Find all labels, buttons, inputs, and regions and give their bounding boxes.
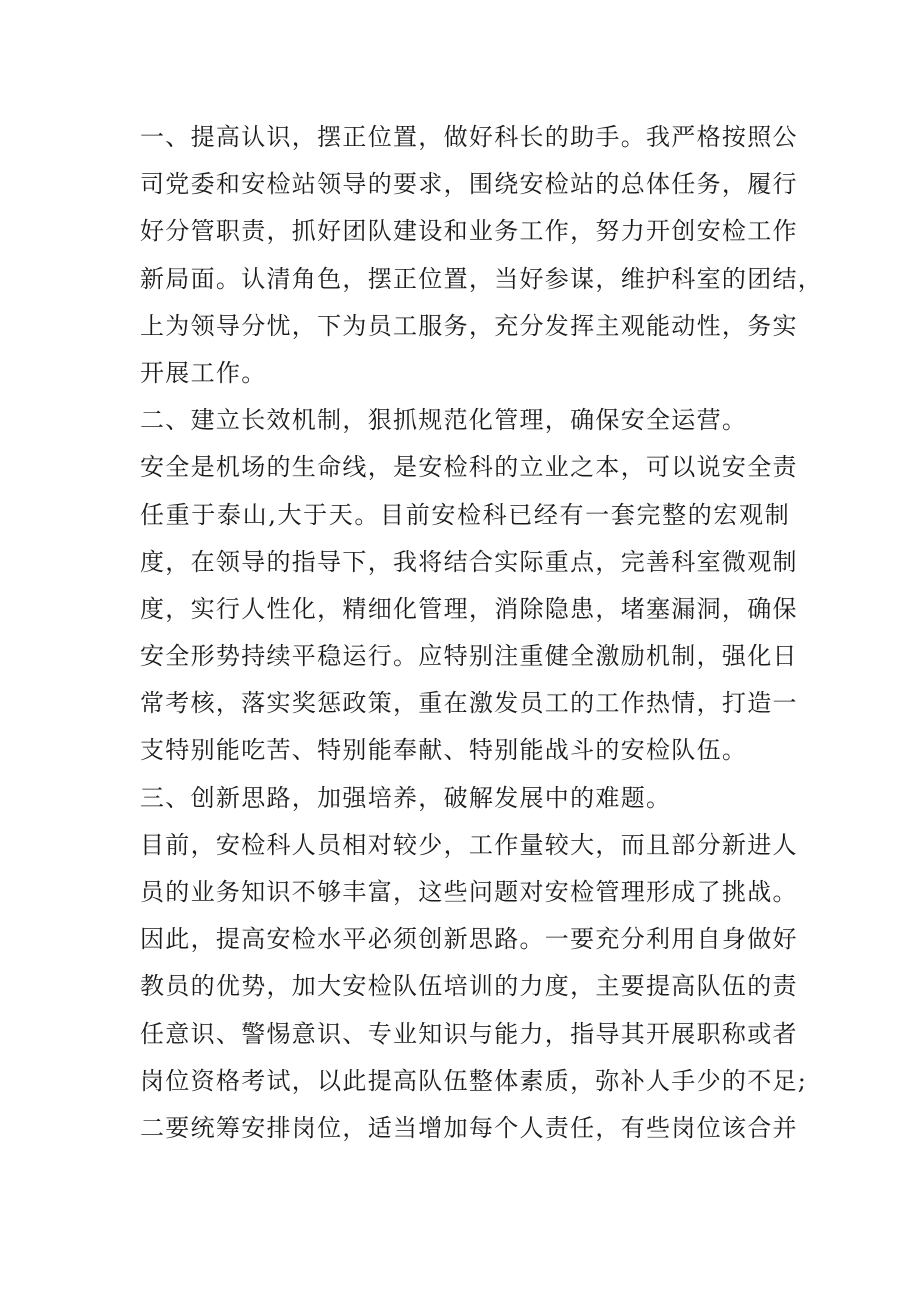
text-line: 任重于泰山,大于天。目前安检科已经有一套完整的宏观制 bbox=[140, 500, 790, 529]
text-line: 度，实行人性化，精细化管理，消除隐患，堵塞漏洞，确保 bbox=[140, 594, 798, 623]
text-line: 司党委和安检站领导的要求，围绕安检站的总体任务，履行 bbox=[140, 170, 798, 199]
text-line: 员的业务知识不够丰富，这些问题对安检管理形成了挑战。 bbox=[140, 878, 798, 906]
text-line: 常考核，落实奖惩政策，重在激发员工的工作热情，打造一 bbox=[140, 689, 798, 718]
text-line: 安全是机场的生命线，是安检科的立业之本，可以说安全责 bbox=[140, 453, 798, 482]
text-line: 度，在领导的指导下，我将结合实际重点，完善科室微观制 bbox=[140, 547, 798, 576]
text-line: 支特别能吃苦、特别能奉献、特别能战斗的安检队伍。 bbox=[140, 736, 748, 765]
text-line: 二、建立长效机制，狠抓规范化管理，确保安全运营。 bbox=[140, 406, 748, 435]
text-line: 岗位资格考试，以此提高队伍整体素质，弥补人手少的不足; bbox=[140, 1066, 808, 1095]
text-line: 上为领导分忧，下为员工服务，充分发挥主观能动性，务实 bbox=[140, 311, 798, 340]
text-line: 安全形势持续平稳运行。应特别注重健全激励机制，强化日 bbox=[140, 642, 798, 671]
text-line: 新局面。认清角色，摆正位置，当好参谋，维护科室的团结， bbox=[140, 264, 824, 293]
text-line: 教员的优势，加大安检队伍培训的力度，主要提高队伍的责 bbox=[140, 972, 798, 1001]
document-body bbox=[140, 114, 824, 1152]
text-line: 三、创新思路，加强培养，破解发展中的难题。 bbox=[140, 783, 672, 812]
text-line: 好分管职责，抓好团队建设和业务工作，努力开创安检工作 bbox=[140, 217, 798, 246]
text-line: 任意识、警惕意识、专业知识与能力，指导其开展职称或者 bbox=[140, 1019, 798, 1048]
text-line: 二要统筹安排岗位，适当增加每个人责任，有些岗位该合并 bbox=[140, 1113, 798, 1142]
text-line: 因此，提高安检水平必须创新思路。一要充分利用自身做好 bbox=[140, 925, 798, 954]
text-line: 一、提高认识，摆正位置，做好科长的助手。我严格按照公 bbox=[140, 123, 798, 151]
text-line: 目前，安检科人员相对较少，工作量较大，而且部分新进人 bbox=[140, 830, 798, 859]
text-line: 开展工作。 bbox=[140, 358, 267, 387]
